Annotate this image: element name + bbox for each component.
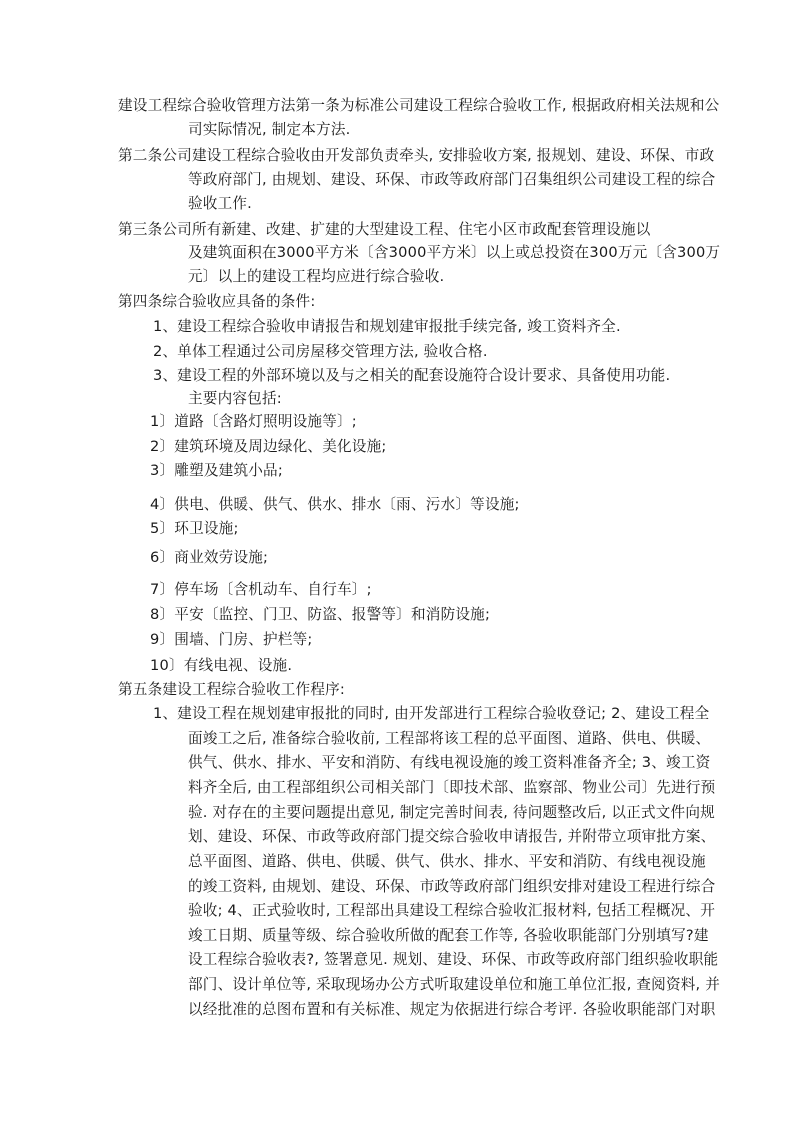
article3-line2: 及建筑面积在3000平方米〔含3000平方米〕以上或总投资在300万元〔含300万 bbox=[188, 244, 721, 261]
article4-item-2: 2〕建筑环境及周边绿化、美化设施; bbox=[150, 438, 387, 455]
article4-item-9: 9〕围墙、门房、护栏等; bbox=[150, 631, 313, 648]
article2-line3: 验收工作. bbox=[188, 195, 253, 212]
article5-line-3: 供气、供水、排水、平安和消防、有线电视设施的竣工资料准备齐全; 3、竣工资 bbox=[188, 754, 711, 771]
article3-line3: 元〕以上的建设工程均应进行综合验收. bbox=[188, 268, 445, 285]
article5-line-11: 设工程综合验收表?, 签署意见. 规划、建设、环保、市政等政府部门组织验收职能 bbox=[188, 951, 719, 968]
article4-item-1: 1〕道路〔含路灯照明设施等〕; bbox=[150, 413, 357, 430]
article4-item-7: 7〕停车场〔含机动车、自行车〕; bbox=[150, 581, 372, 598]
article3-line1: 第三条公司所有新建、改建、扩建的大型建设工程、住宅小区市政配套管理设施以 bbox=[118, 221, 651, 238]
article2-line1: 第二条公司建设工程综合验收由开发部负责牵头, 安排验收方案, 报规划、建设、环保、市政 bbox=[118, 147, 715, 164]
article5-line-9: 验收; 4、正式验收时, 工程部出具建设工程综合验收汇报材料, 包括工程概况、开 bbox=[188, 902, 715, 919]
article5-line-6: 划、建设、环保、市政等政府部门提交综合验收申请报告, 并附带立项审批方案、 bbox=[188, 828, 716, 845]
article4-item-6: 6〕商业效劳设施; bbox=[150, 549, 269, 566]
article4-main-content: 主要内容包括: bbox=[188, 390, 282, 407]
article4-item-5: 5〕环卫设施; bbox=[150, 520, 239, 537]
article5-line-10: 竣工日期、质量等级、综合验收所做的配套工作等, 各验收职能部门分别填写?建 bbox=[188, 927, 709, 944]
article5-line-12: 部门、设计单位等, 采取现场办公方式听取建设单位和施工单位汇报, 查阅资料, 并 bbox=[188, 976, 721, 993]
article5-line-4: 料齐全后, 由工程部组织公司相关部门〔即技术部、监察部、物业公司〕先进行预 bbox=[188, 779, 716, 796]
article2-line2: 等政府部门, 由规划、建设、环保、市政等政府部门召集组织公司建设工程的综合 bbox=[188, 171, 716, 188]
article4-condition-1: 1、建设工程综合验收申请报告和规划建审报批手续完备, 竣工资料齐全. bbox=[153, 318, 621, 335]
article5-heading: 第五条建设工程综合验收工作程序: bbox=[118, 681, 346, 698]
article4-item-8: 8〕平安〔监控、门卫、防盗、报警等〕和消防设施; bbox=[150, 606, 491, 623]
article4-heading: 第四条综合验收应具备的条件: bbox=[118, 293, 316, 310]
article5-line-1: 1、建设工程在规划建审报批的同时, 由开发部进行工程综合验收登记; 2、建设工程全 bbox=[153, 705, 710, 722]
article4-condition-3: 3、建设工程的外部环境以及与之相关的配套设施符合设计要求、具备使用功能. bbox=[153, 367, 671, 384]
article4-condition-2: 2、单体工程通过公司房屋移交管理方法, 验收合格. bbox=[153, 343, 488, 360]
article1-line1: 建设工程综合验收管理方法第一条为标准公司建设工程综合验收工作, 根据政府相关法规和公 bbox=[118, 97, 720, 114]
article5-line-13: 以经批准的总图布置和有关标准、规定为依据进行综合考评. 各验收职能部门对职 bbox=[188, 1001, 716, 1018]
article5-line-7: 总平面图、道路、供电、供暖、供气、供水、排水、平安和消防、有线电视设施 bbox=[188, 853, 706, 870]
article4-item-4: 4〕供电、供暖、供气、供水、排水〔雨、污水〕等设施; bbox=[150, 496, 520, 513]
article4-item-10: 10〕有线电视、设施. bbox=[150, 657, 293, 674]
article1-line2: 司实际情况, 制定本方法. bbox=[188, 121, 351, 138]
article4-item-3: 3〕雕塑及建筑小品; bbox=[150, 462, 283, 479]
article5-line-2: 面竣工之后, 准备综合验收前, 工程部将该工程的总平面图、道路、供电、供暖、 bbox=[188, 730, 711, 747]
article5-line-5: 验. 对存在的主要问题提出意见, 制定完善时间表, 待问题整改后, 以正式文件向规 bbox=[188, 804, 715, 821]
article5-line-8: 的竣工资料, 由规划、建设、环保、市政等政府部门组织安排对建设工程进行综合 bbox=[188, 878, 716, 895]
